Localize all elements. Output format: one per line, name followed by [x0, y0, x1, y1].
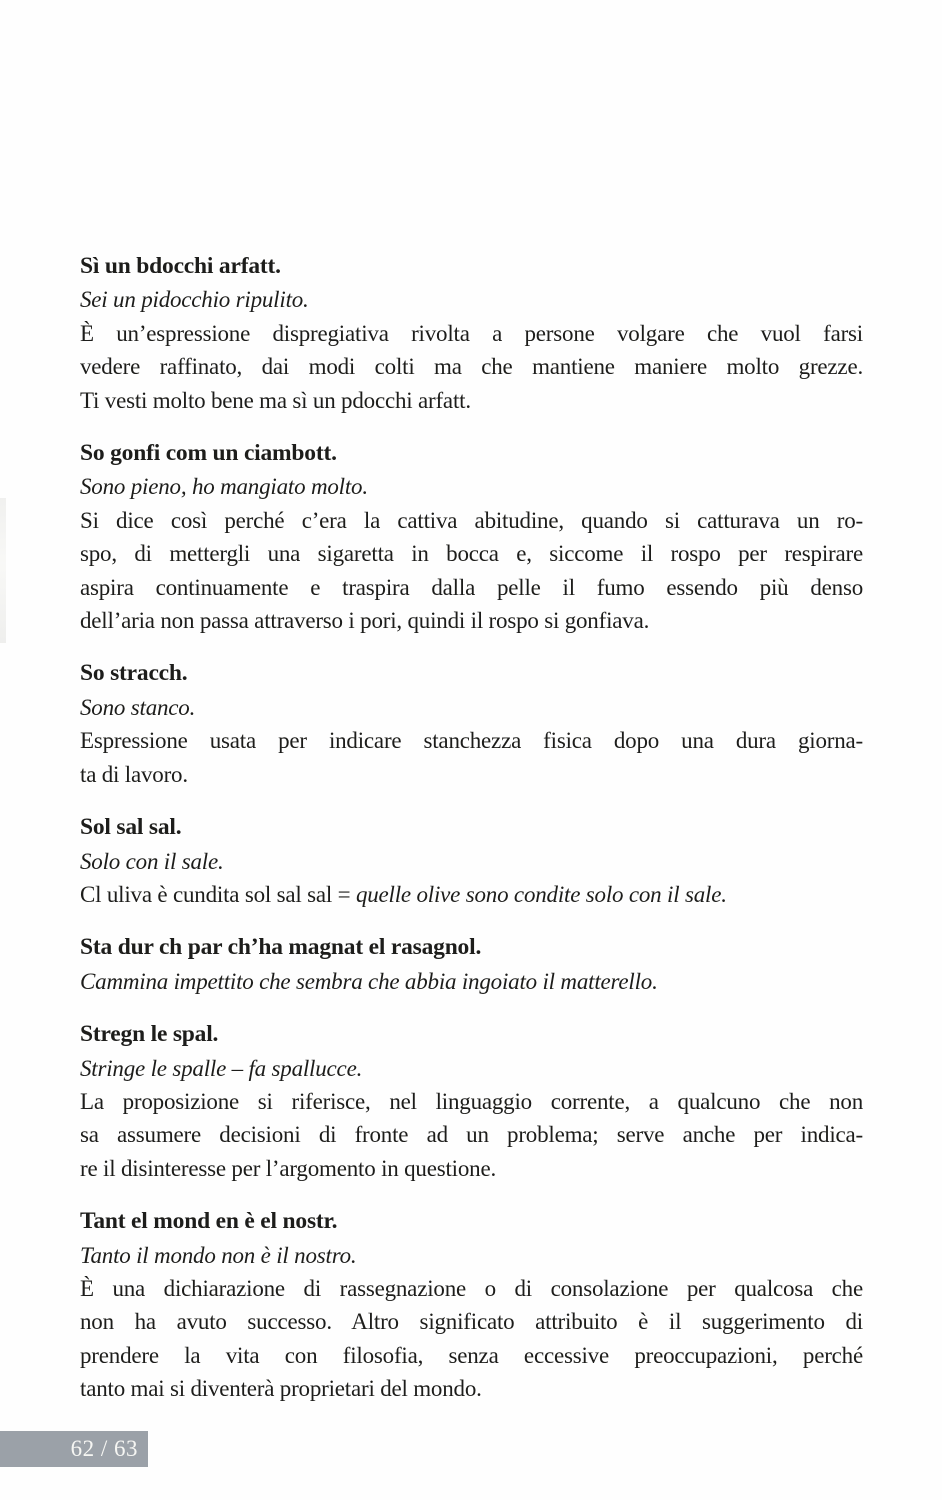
entry-translation: Sono stanco. — [80, 694, 196, 720]
entry-body-line: La proposizione si riferisce, nel linguaggio corrente, a qualcuno che non — [80, 1088, 863, 1114]
entry-body-line: Espressione usata per indicare stanchezza fisica dopo una dura giorna- — [80, 728, 863, 754]
entry-headword: So gonfi com un ciambott. — [80, 440, 337, 467]
entry-body-line: spo, di mettergli una sigaretta in bocca e, siccome il rospo per respirare — [80, 541, 863, 567]
entry-body — [80, 724, 863, 791]
page-number-label: 62 / 63 — [70, 1436, 138, 1461]
entry-example-translation: quelle olive sono condite solo con il sale. — [355, 881, 727, 907]
entry-body-line: non ha avuto successo. Altro significato attribuito è il suggerimento di — [80, 1309, 863, 1335]
entry-si-un-bdocchi-arfatt — [80, 250, 863, 417]
entry-headword: Sol sal sal. — [80, 814, 182, 841]
entry-body-line: Ti vesti molto bene ma sì un pdocchi arfatt. — [80, 387, 471, 413]
entry-body — [80, 1272, 863, 1406]
entry-body — [80, 504, 863, 638]
entries-list — [80, 250, 863, 1406]
entry-translation: Sei un pidocchio ripulito. — [80, 287, 309, 313]
entry-body-line: È un’espressione dispregiativa rivolta a persone volgare che vuol farsi — [80, 320, 863, 346]
entry-headword: Sì un bdocchi arfatt. — [80, 253, 281, 279]
entry-translation: Stringe le spalle – fa spallucce. — [80, 1055, 363, 1081]
entry-headword: Stregn le spal. — [80, 1021, 219, 1048]
entry-so-stracch — [80, 657, 863, 791]
entry-example-dialect: Cl uliva è cundita sol sal sal = — [80, 881, 356, 907]
entry-body — [80, 317, 863, 417]
entry-so-gonfi-com-un-ciambott — [80, 437, 863, 637]
entry-sta-dur-ch-par — [80, 931, 863, 998]
entry-example-line — [80, 878, 863, 911]
entry-body-line: tanto mai si diventerà proprietari del mondo. — [80, 1376, 482, 1402]
entry-headword: Sta dur ch par ch’ha magnat el rasagnol. — [80, 934, 482, 961]
entry-body-line: dell’aria non passa attraverso i pori, quindi il rospo si gonfiava. — [80, 608, 650, 634]
entry-body-line: sa assumere decisioni di fronte ad un problema; serve anche per indica- — [80, 1122, 863, 1148]
entry-body-line: prendere la vita con filosofia, senza eccessive preoccupazioni, perché — [80, 1342, 863, 1368]
scan-artifact — [0, 498, 6, 643]
entry-translation: Solo con il sale. — [80, 848, 224, 874]
entry-body — [80, 878, 863, 911]
entry-body-line: Si dice così perché c’era la cattiva abitudine, quando si catturava un ro- — [80, 507, 863, 533]
entry-headword: So stracch. — [80, 660, 188, 687]
entry-stregn-le-spal — [80, 1018, 863, 1185]
entry-body-line: re il disinteresse per l’argomento in questione. — [80, 1155, 497, 1181]
entry-translation: Sono pieno, ho mangiato molto. — [80, 474, 368, 500]
entry-body — [80, 1085, 863, 1185]
entry-translation: Cammina impettito che sembra che abbia ingoiato il matterello. — [80, 968, 658, 994]
entry-tant-el-mond — [80, 1205, 863, 1405]
entry-sol-sal-sal — [80, 811, 863, 911]
entry-body-line: È una dichiarazione di rassegnazione o di consolazione per qualcosa che — [80, 1275, 863, 1301]
entry-translation: Tanto il mondo non è il nostro. — [80, 1242, 357, 1268]
page-number-badge — [0, 1431, 148, 1467]
entry-body-line: vedere raffinato, dai modi colti ma che mantiene maniere molto grezze. — [80, 354, 863, 380]
entry-body-line: aspira continuamente e traspira dalla pelle il fumo essendo più denso — [80, 574, 863, 600]
entry-body-line: ta di lavoro. — [80, 761, 188, 787]
entry-headword: Tant el mond en è el nostr. — [80, 1208, 338, 1235]
